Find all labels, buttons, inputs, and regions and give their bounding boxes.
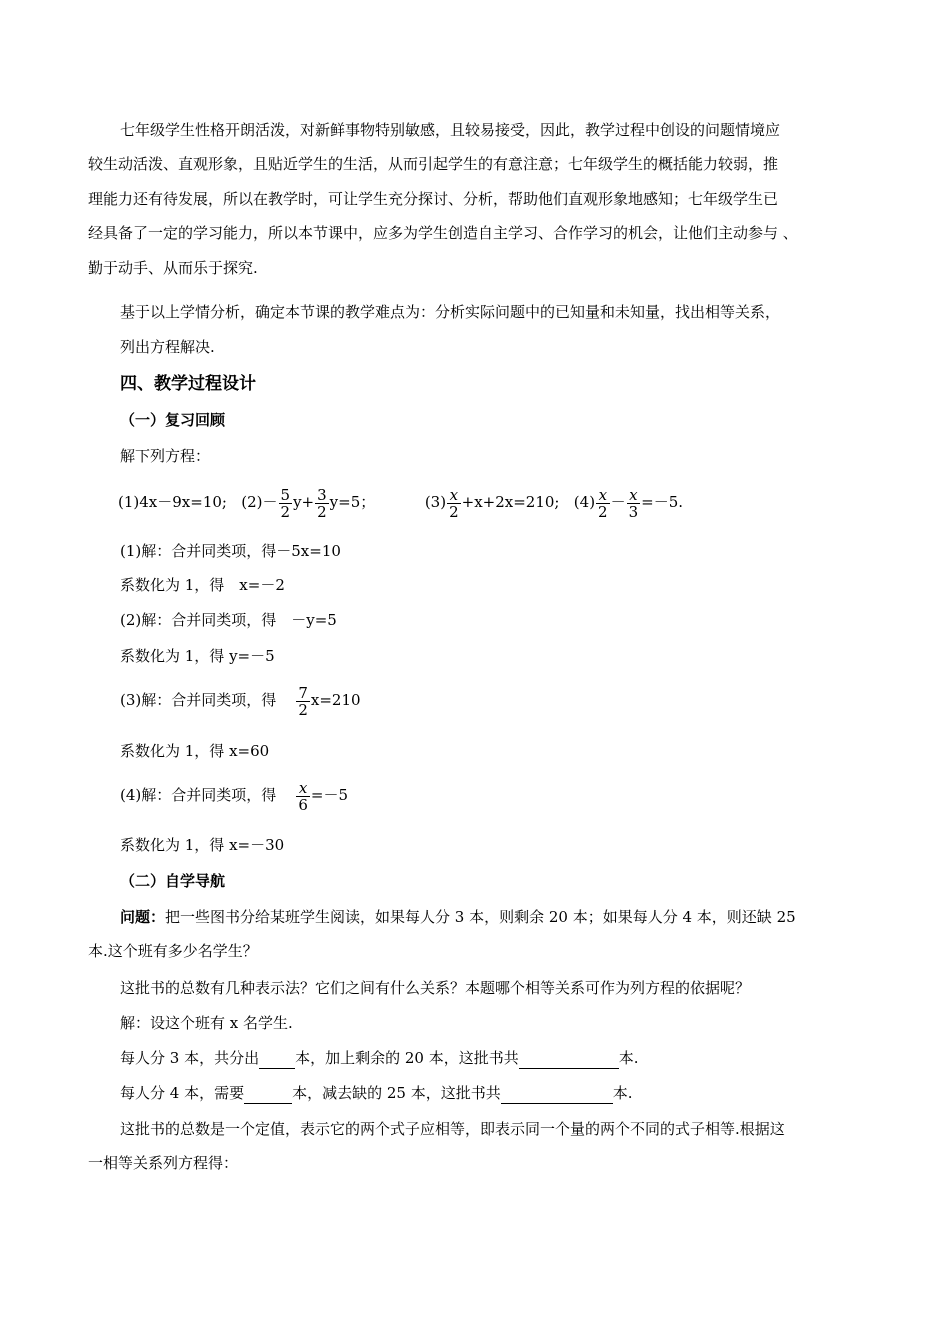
solution-3-fraction: $\frac{7}{2}$ (298, 683, 308, 719)
section4-heading: 四、教学过程设计 (120, 374, 256, 394)
solution-1-step-1: (1)解：合并同类项，得－5x=10 (120, 542, 341, 560)
think-question: 这批书的总数有几种表示法？它们之间有什么关系？本题哪个相等关系可作为列方程的依据呢？ (120, 979, 751, 997)
eq2-fraction-2: $\frac{3}{2}$ (317, 485, 327, 521)
blank-2[interactable] (519, 1052, 619, 1069)
intro-line-4: 经具备了一定的学习能力，所以本节课中，应多为学生创造自主学习、合作学习的机会，让他们主动参与 、 (88, 224, 798, 242)
solution-2-step-1: (2)解：合并同类项，得 －y=5 (120, 611, 337, 629)
eq4-prefix: (4) (573, 493, 596, 511)
solution-4-fraction: $\frac{x}{6}$ (298, 778, 308, 814)
let-statement: 解：设这个班有 x 名学生. (120, 1014, 293, 1032)
eq4-mid: － (610, 493, 626, 511)
intro-line-1: 七年级学生性格开朗活泼，对新鲜事物特别敏感，且较易接受，因此，教学过程中创设的问题情境应 (120, 121, 781, 139)
solution-2-step-2: 系数化为 1，得 y=－5 (120, 647, 275, 665)
solution-4-step-1: (4)解：合并同类项，得 $\frac{x}{6}$ =－5 (120, 778, 348, 814)
fill-line-2: 每人分 4 本，需要 本，减去缺的 25 本，这批书共 本. (120, 1084, 633, 1102)
conclusion-line-2: 一相等关系列方程得： (88, 1154, 239, 1172)
self-study-heading: （二）自学导航 (120, 872, 226, 890)
fill-line-1: 每人分 3 本，共分出 本，加上剩余的 20 本，这批书共 本. (120, 1049, 639, 1067)
blank-3[interactable] (244, 1087, 292, 1104)
solution-3-step-2: 系数化为 1，得 x=60 (120, 742, 270, 760)
solution-4-step-2: 系数化为 1，得 x=－30 (120, 836, 285, 854)
eq2-prefix: (2)－ (241, 493, 278, 511)
eq3-suffix: +x+2x=210; (461, 493, 560, 511)
eq2-fraction-1: $\frac{5}{2}$ (280, 485, 291, 521)
intro-line-2: 较生动活泼、直观形象，且贴近学生的生活，从而引起学生的有意注意；七年级学生的概括能力较弱，推 (88, 155, 779, 173)
eq2-suffix: y=5； (329, 493, 376, 511)
blank-1[interactable] (259, 1052, 295, 1069)
solution-3-step-1: (3)解：合并同类项，得 $\frac{7}{2}$ x=210 (120, 683, 361, 719)
eq1: (1)4x－9x=10; (118, 493, 227, 511)
review-heading: （一）复习回顾 (120, 411, 226, 429)
review-prompt: 解下列方程： (120, 447, 211, 465)
solution-1-step-2: 系数化为 1，得 x=－2 (120, 576, 285, 594)
eq4-fraction-1: $\frac{x}{2}$ (598, 485, 608, 521)
eq3-prefix: (3) (424, 493, 447, 511)
intro-line-3: 理能力还有待发展，所以在教学时，可让学生充分探讨、分析，帮助他们直观形象地感知；七年级学生已 (88, 190, 779, 208)
eq4-suffix: =－5. (641, 493, 684, 511)
blank-4[interactable] (501, 1087, 613, 1104)
problem-label: 问题： (120, 908, 166, 926)
eq3-fraction: $\frac{x}{2}$ (449, 485, 459, 521)
intro2-line-2: 列出方程解决. (120, 338, 215, 356)
problem-line-1: 问题：把一些图书分给某班学生阅读，如果每人分 3 本，则剩余 20 本；如果每人分 4 本，则还缺 25 (120, 908, 796, 926)
eq4-fraction-2: $\frac{x}{3}$ (628, 485, 639, 521)
problem-line-2: 本.这个班有多少名学生？ (88, 942, 258, 960)
eq2-mid: y+ (293, 493, 315, 511)
equations-line (118, 482, 683, 522)
intro-line-5: 勤于动手、从而乐于探究. (88, 259, 258, 277)
intro2-line-1: 基于以上学情分析，确定本节课的教学难点为：分析实际问题中的已知量和未知量，找出相等关系， (120, 303, 781, 321)
conclusion-line-1: 这批书的总数是一个定值，表示它的两个式子应相等，即表示同一个量的两个不同的式子相等.根据这 (120, 1120, 785, 1138)
